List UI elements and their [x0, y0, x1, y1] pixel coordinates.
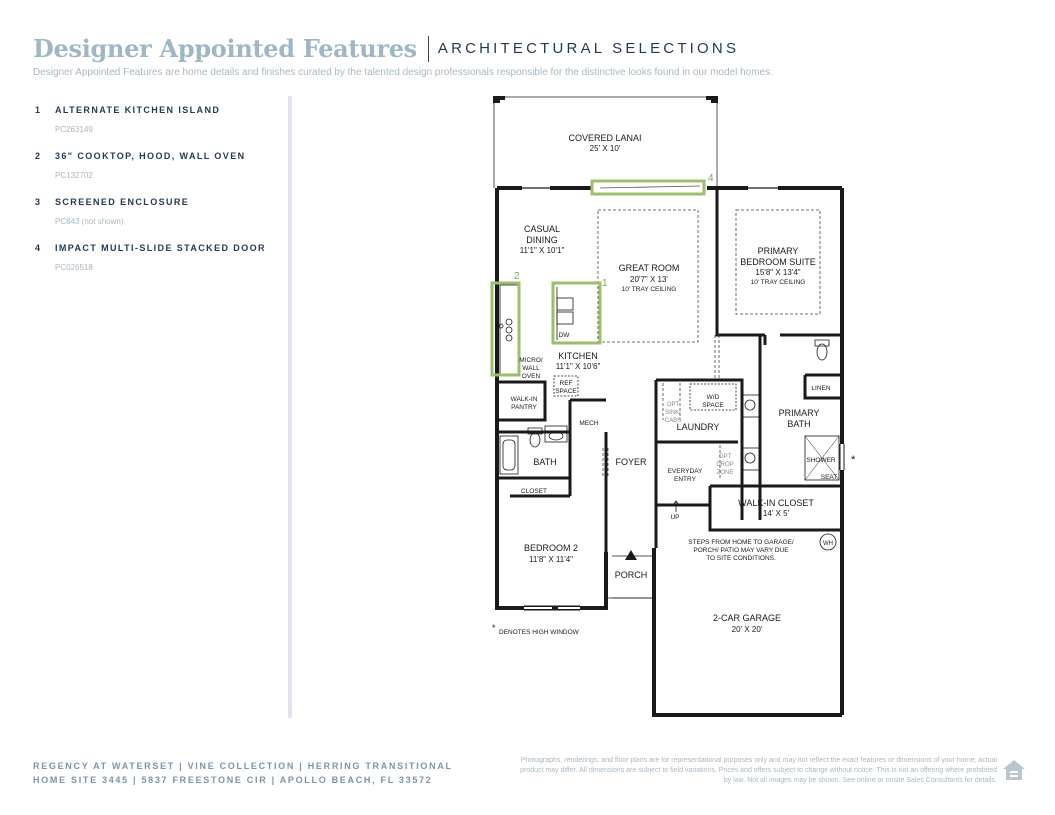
- mech-label: MECH: [579, 420, 599, 427]
- callout-4-label: 4: [708, 173, 714, 184]
- laundry-label: LAUNDRY: [676, 422, 720, 432]
- great-room-name: GREAT ROOM: [618, 263, 680, 273]
- feature-name: IMPACT MULTI-SLIDE STACKED DOOR: [55, 243, 266, 253]
- primary-suite-label-2: BEDROOM SUITE: [740, 257, 816, 267]
- kitchen-name: KITCHEN: [558, 351, 598, 361]
- feature-code: PC263149: [55, 125, 93, 134]
- equal-housing-opportunity-icon: [1001, 758, 1027, 784]
- page-description: Designer Appointed Features are home details and finishes curated by the talented design professionals responsible for the distinctive looks found in our model homes.: [33, 67, 773, 78]
- opt-drop-label-1: OPT: [718, 454, 732, 460]
- feature-code: PC843 (not shown): [55, 217, 124, 226]
- porch-label: PORCH: [614, 570, 648, 580]
- shower-label: SHOWER: [806, 457, 836, 464]
- opt-sink-label-2: SINK/: [665, 410, 681, 416]
- garage-dims: 20' X 20': [731, 625, 763, 634]
- opt-sink-label-3: CABS: [664, 418, 682, 424]
- footer-line-2: HOME SITE 3445 | 5837 FREESTONE CIR | APOLLO BEACH, FL 33572: [33, 775, 433, 785]
- high-window-legend: DENOTES HIGH WINDOW: [499, 629, 579, 636]
- wd-label-1: W/D: [706, 394, 720, 401]
- feature-name: ALTERNATE KITCHEN ISLAND: [55, 105, 221, 115]
- dining-dims: 11'1" X 10'1": [519, 246, 565, 255]
- primary-bath-label-2: BATH: [787, 419, 811, 429]
- ref-label-2: SPACE: [555, 388, 577, 395]
- feature-number: 1: [35, 105, 41, 115]
- lanai-dims: 25' X 10': [589, 144, 621, 153]
- entry-label-1: EVERYDAY: [667, 468, 703, 475]
- foyer-label: FOYER: [615, 457, 647, 467]
- great-room-note: 10' TRAY CEILING: [621, 286, 677, 293]
- footer-address: [33, 759, 453, 787]
- closet-label: CLOSET: [520, 488, 548, 495]
- kitchen-dims: 11'1" X 10'6": [555, 362, 601, 371]
- feature-code: PC132702: [55, 171, 93, 180]
- dining-label-2: DINING: [526, 235, 558, 245]
- pantry-label-1: WALK-IN: [510, 396, 538, 403]
- wh-label: WH: [823, 541, 833, 547]
- feature-name: 36" COOKTOP, HOOD, WALL OVEN: [55, 151, 246, 161]
- footer-disclaimer: Photographs, renderings, and floor plans are for representational purposes only and may not reflect the exact features or dimensions of your home; actual product may differ. All dimensions are subject to field variations. Prices and offers subject to change without notice. This is not an offering where prohibited by law. Not all images may be shown. See online or onsite Sales Consultants for details.: [520, 757, 997, 784]
- page-subtitle: ARCHITECTURAL SELECTIONS: [437, 40, 740, 57]
- walkin-closet-name: WALK-IN CLOSET: [738, 498, 814, 508]
- primary-suite-dims: 15'8" X 13'4": [755, 268, 801, 277]
- primary-suite-label-1: PRIMARY: [757, 246, 799, 256]
- feature-code: PC026518: [55, 263, 93, 272]
- page-title: Designer Appointed Features: [33, 34, 417, 63]
- seat-label: SEAT: [820, 474, 838, 481]
- ref-label-1: REF: [559, 380, 573, 387]
- entry-label-2: ENTRY: [674, 476, 696, 483]
- opt-drop-label-3: ZONE: [716, 470, 734, 476]
- pantry-label-2: PANTRY: [511, 404, 537, 411]
- footer-line-1: REGENCY AT WATERSET | VINE COLLECTION | HERRING TRANSITIONAL: [33, 761, 453, 771]
- wd-label-2: SPACE: [702, 402, 724, 409]
- feature-name: SCREENED ENCLOSURE: [55, 197, 190, 207]
- micro-label-3: OVEN: [521, 373, 541, 380]
- primary-bath-label-1: PRIMARY: [778, 408, 820, 418]
- steps-note-2: PORCH/ PATIO MAY VARY DUE: [693, 547, 789, 554]
- opt-sink-label-1: OPT: [666, 402, 680, 408]
- primary-suite-note: 10' TRAY CEILING: [750, 279, 806, 286]
- stacked-door-track: [600, 186, 700, 188]
- linen-label: LINEN: [811, 385, 831, 392]
- steps-note-1: STEPS FROM HOME TO GARAGE/: [688, 539, 794, 546]
- feature-number: 2: [35, 151, 41, 161]
- bedroom2-name: BEDROOM 2: [523, 543, 579, 553]
- legend-asterisk: *: [492, 623, 496, 633]
- callout-2-label: 2: [514, 271, 520, 282]
- callout-1-label: 1: [602, 278, 608, 289]
- lanai-name: COVERED LANAI: [568, 133, 642, 143]
- dining-label-1: CASUAL: [523, 224, 561, 234]
- porch-arrow-icon: [625, 550, 637, 560]
- up-label: UP: [670, 514, 680, 521]
- micro-label-2: WALL: [522, 365, 540, 372]
- bath-label: BATH: [533, 457, 557, 467]
- great-room-dims: 20'7" X 13': [630, 275, 668, 284]
- steps-note-3: TO SITE CONDITIONS.: [706, 555, 776, 562]
- feature-number: 3: [35, 197, 41, 207]
- opt-drop-label-2: DROP: [716, 462, 734, 468]
- bedroom2-dims: 11'8" X 11'4": [528, 555, 574, 564]
- micro-label-1: MICRO/: [519, 357, 543, 364]
- high-window-asterisk: *: [851, 454, 856, 466]
- dw-label: DW: [558, 332, 570, 339]
- feature-number: 4: [35, 243, 41, 253]
- walkin-closet-dims: 14' X 5': [762, 509, 790, 518]
- garage-name: 2-CAR GARAGE: [712, 613, 782, 623]
